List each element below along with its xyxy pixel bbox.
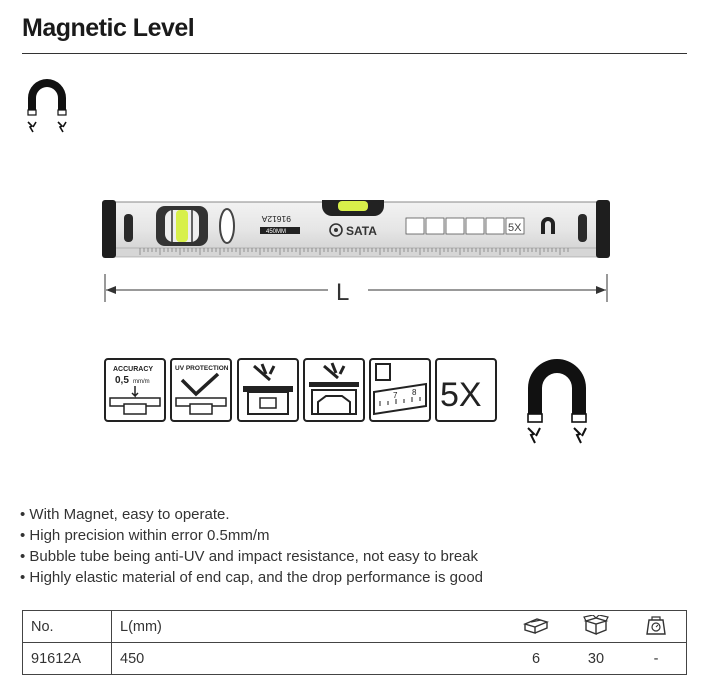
cell-length: 450: [112, 643, 507, 675]
table-header-row: [23, 611, 687, 643]
svg-text:7: 7: [393, 391, 398, 400]
magnet-large-icon: [520, 356, 594, 448]
feature-bullet-list: [20, 504, 483, 588]
svg-text:UV PROTECTION: UV PROTECTION: [175, 365, 229, 372]
page-title: Magnetic Level: [22, 14, 195, 42]
header-no: No.: [23, 611, 112, 643]
svg-text:8: 8: [412, 388, 417, 397]
feature-icons-row: [104, 358, 498, 426]
svg-text:ACCURACY: ACCURACY: [113, 366, 154, 373]
dimension-label: L: [336, 279, 350, 306]
cell-weight: -: [626, 643, 687, 675]
weight-scale-icon: [645, 614, 667, 636]
header-length: L(mm): [112, 611, 507, 643]
inner-box-icon: [523, 616, 549, 634]
bullet-item: • Bubble tube being anti-UV and impact resistance, not easy to break: [20, 546, 483, 567]
level-product-image: [100, 194, 612, 306]
svg-text:0,5: 0,5: [115, 375, 129, 386]
cell-no: 91612A: [23, 643, 112, 675]
bullet-item: • High precision within error 0.5mm/m: [20, 525, 483, 546]
header-weight: [626, 611, 687, 643]
title-divider: [22, 53, 687, 54]
size-text: 450MM: [266, 229, 287, 235]
speed-badge: 5X: [508, 222, 522, 234]
cell-inner: 6: [506, 643, 566, 675]
carton-box-icon: [583, 615, 609, 635]
bullet-item: • Highly elastic material of end cap, and the drop performance is good: [20, 567, 483, 588]
cell-carton: 30: [566, 643, 626, 675]
model-text: 91612A: [261, 214, 291, 224]
svg-text:mm/m: mm/m: [133, 379, 150, 385]
table-row: [23, 643, 687, 675]
brand-logo: SATA: [346, 224, 377, 238]
header-inner-box: [506, 611, 566, 643]
header-carton: [566, 611, 626, 643]
magnet-icon: [22, 78, 72, 140]
spec-table: [22, 610, 687, 675]
bullet-item: • With Magnet, easy to operate.: [20, 504, 483, 525]
five-x-icon: 5X: [440, 376, 482, 414]
